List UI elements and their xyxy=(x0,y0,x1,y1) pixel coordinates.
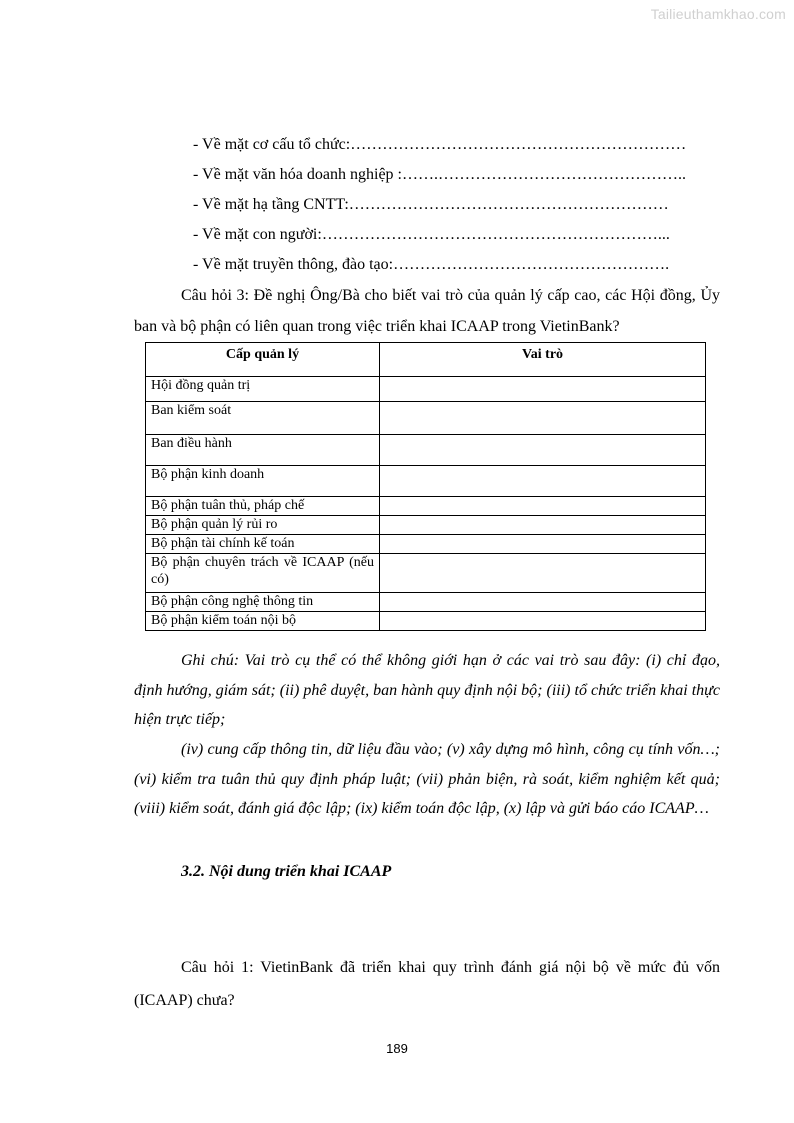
table-row xyxy=(146,535,706,554)
row-label: Bộ phận kinh doanh xyxy=(146,466,380,497)
header-management-level: Cấp quản lý xyxy=(146,343,380,377)
row-label: Ban điều hành xyxy=(146,435,380,466)
role-cell[interactable] xyxy=(380,516,706,535)
table-row xyxy=(146,466,706,497)
roles-table xyxy=(145,342,706,631)
table-row xyxy=(146,377,706,402)
question-1: Câu hỏi 1: VietinBank đã triển khai quy trình đánh giá nội bộ về mức đủ vốn (ICAAP) chưa? xyxy=(134,959,720,1009)
table-row xyxy=(146,554,706,593)
role-cell[interactable] xyxy=(380,535,706,554)
role-cell[interactable] xyxy=(380,466,706,497)
bullet-people: - Về mặt con người:………………………………………………………... xyxy=(193,226,670,243)
table-row xyxy=(146,612,706,631)
row-label: Bộ phận tuân thủ, pháp chế xyxy=(146,497,380,516)
role-cell[interactable] xyxy=(380,435,706,466)
bullet-it-infrastructure: - Về mặt hạ tầng CNTT:…………………………………………………… xyxy=(193,196,669,213)
question-3: Câu hỏi 3: Đề nghị Ông/Bà cho biết vai trò của quản lý cấp cao, các Hội đồng, Ủy ban và bộ phận có liên quan trong việc triển khai ICAAP trong VietinBank? xyxy=(134,287,720,335)
row-label: Hội đồng quản trị xyxy=(146,377,380,402)
row-label: Bộ phận chuyên trách về ICAAP (nếu có) xyxy=(146,554,380,593)
role-cell[interactable] xyxy=(380,497,706,516)
row-label: Ban kiểm soát xyxy=(146,402,380,435)
table-row xyxy=(146,593,706,612)
table-row xyxy=(146,516,706,535)
row-label: Bộ phận tài chính kế toán xyxy=(146,535,380,554)
role-cell[interactable] xyxy=(380,593,706,612)
section-heading: 3.2. Nội dung triển khai ICAAP xyxy=(181,863,392,880)
row-label: Bộ phận công nghệ thông tin xyxy=(146,593,380,612)
table-header-row xyxy=(146,343,706,377)
note-part-1: Ghi chú: Vai trò cụ thể có thể không giới hạn ở các vai trò sau đây: (i) chỉ đạo, định hướng, giám sát; (ii) phê duyệt, ban hành quy định nội bộ; (iii) tổ chức triển khai thực hiện trực tiếp; xyxy=(134,652,720,728)
page-number: 189 xyxy=(386,1041,408,1056)
table-row xyxy=(146,497,706,516)
header-role: Vai trò xyxy=(380,343,706,377)
bullet-communication-training: - Về mặt truyền thông, đào tạo:……………………………………………. xyxy=(193,256,670,273)
role-cell[interactable] xyxy=(380,554,706,593)
role-cell[interactable] xyxy=(380,402,706,435)
row-label: Bộ phận kiểm toán nội bộ xyxy=(146,612,380,631)
table-row xyxy=(146,435,706,466)
role-cell[interactable] xyxy=(380,612,706,631)
watermark: Tailieuthamkhao.com xyxy=(650,6,786,22)
bullet-org-structure: - Về mặt cơ cấu tổ chức:……………………………………………………… xyxy=(193,136,687,153)
bullet-corporate-culture: - Về mặt văn hóa doanh nghiệp :…….……………………………………….. xyxy=(193,166,686,183)
table-row xyxy=(146,402,706,435)
role-cell[interactable] xyxy=(380,377,706,402)
note-part-2: (iv) cung cấp thông tin, dữ liệu đầu vào; (v) xây dựng mô hình, công cụ tính vốn…; (vi) kiểm tra tuân thủ quy định pháp luật; (vii) phản biện, rà soát, kiểm nghiệm kết quả; (viii) kiểm soát, đánh giá độc lập; (ix) kiểm toán độc lập, (x) lập và gửi báo cáo ICAAP… xyxy=(134,741,720,817)
row-label: Bộ phận quản lý rủi ro xyxy=(146,516,380,535)
